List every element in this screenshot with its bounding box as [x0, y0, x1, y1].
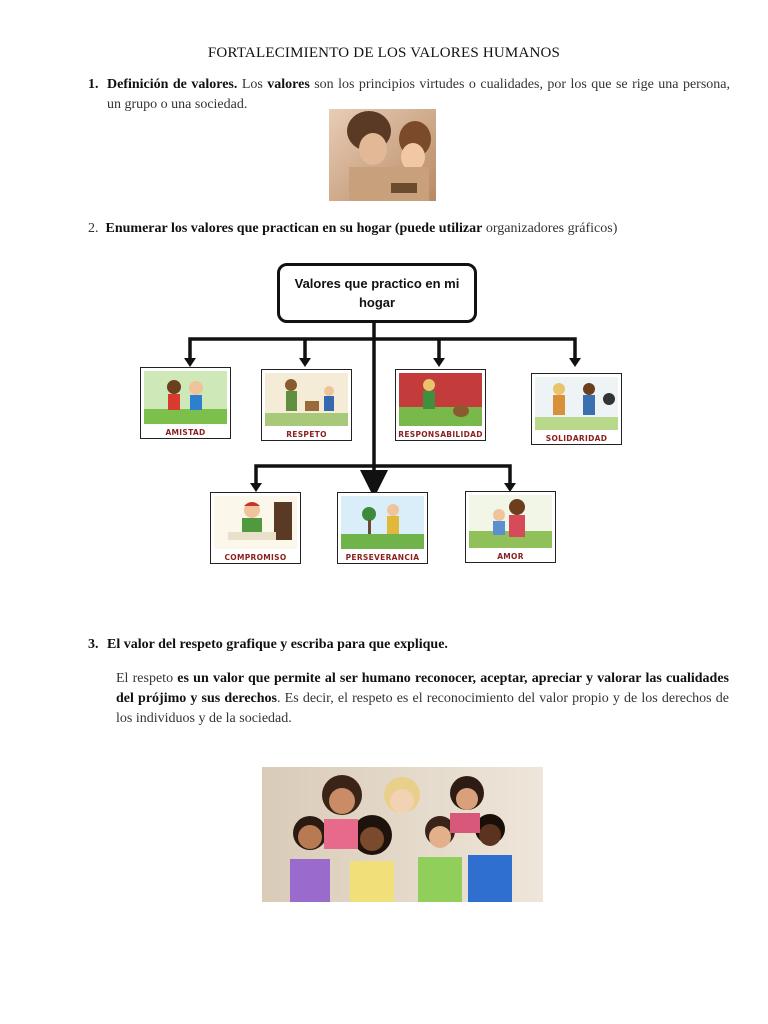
section2-number: 2.: [88, 221, 99, 236]
value-label-respeto: RESPETO: [286, 430, 327, 439]
section3-paragraph: [116, 669, 729, 729]
diagram-root-box: Valores que practico en mi hogar: [277, 263, 477, 323]
value-label-amor: AMOR: [497, 552, 524, 561]
section3-heading: El valor del respeto grafique y escriba para que explique.: [107, 637, 448, 652]
children-group-image: [262, 767, 543, 902]
value-card-responsabilidad: [395, 369, 486, 441]
value-card-respeto: [261, 369, 352, 441]
page-title: FORTALECIMIENTO DE LOS VALORES HUMANOS: [207, 45, 561, 61]
children-group-photo: [262, 767, 543, 902]
commitment-illustration: [214, 496, 297, 549]
section1-number: 1.: [88, 77, 99, 92]
value-label-amistad: AMISTAD: [165, 428, 206, 437]
section3-number: 3.: [88, 637, 99, 652]
responsibility-illustration: [399, 373, 482, 426]
value-card-amor: [465, 491, 556, 563]
friends-illustration: [144, 371, 227, 424]
value-label-compromiso: COMPROMISO: [224, 553, 287, 562]
respect-illustration: [265, 373, 348, 426]
section2-heading: Enumerar los valores que practican en su hogar (puede utilizar: [105, 221, 483, 236]
value-card-amistad: [140, 367, 231, 439]
value-label-solidaridad: SOLIDARIDAD: [545, 434, 608, 443]
section3-text-c: . Es decir, el respeto es el reconocimiento del valor propio y de los derechos de los individuos y de la sociedad.: [116, 691, 729, 726]
value-card-solidaridad: [531, 373, 622, 445]
section1-text-c: son los principios virtudes o cualidades, por los que se rige una persona, un grupo o una sociedad.: [107, 77, 730, 112]
section1-text-a: Los: [241, 77, 263, 92]
section1-text-b: valores: [267, 77, 310, 92]
solidarity-illustration: [535, 377, 618, 430]
value-card-compromiso: [210, 492, 301, 564]
value-label-perseverancia: PERSEVERANCIA: [345, 553, 420, 562]
section1-heading: Definición de valores.: [107, 77, 238, 92]
perseverance-illustration: [341, 496, 424, 549]
love-illustration: [469, 495, 552, 548]
section3-text-b: es un valor que permite al ser humano reconocer, aceptar, apreciar y valorar las cualidades del prójimo y sus derechos: [116, 671, 730, 706]
value-label-responsabilidad: RESPONSABILIDAD: [398, 430, 483, 439]
section3-text-a: El respeto: [116, 671, 174, 686]
value-card-perseverancia: [337, 492, 428, 564]
section2-text: organizadores gráficos): [485, 221, 618, 236]
